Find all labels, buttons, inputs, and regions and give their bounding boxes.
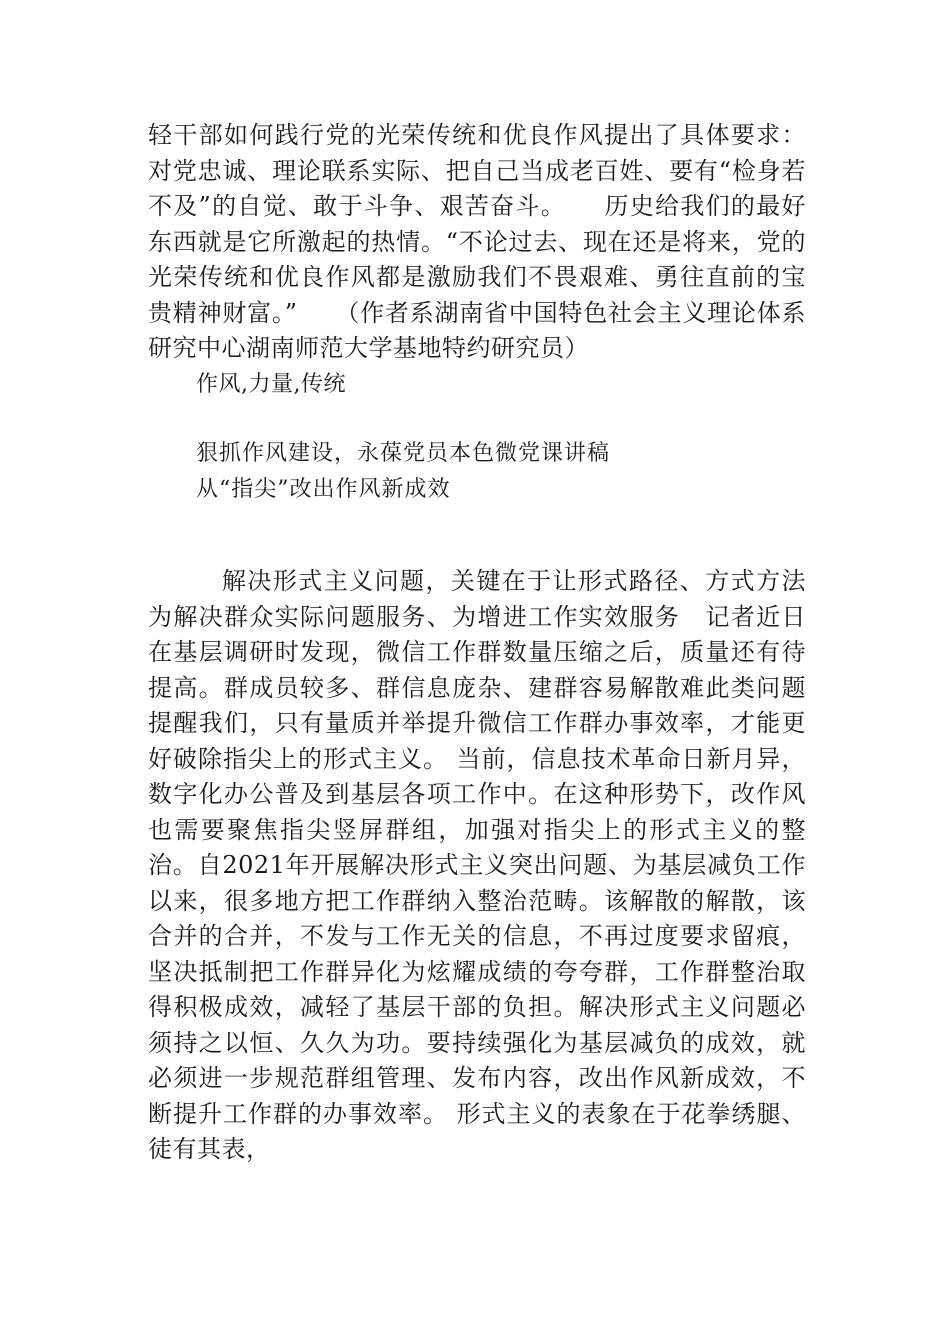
article-titles bbox=[148, 436, 806, 508]
article-subtitle: 从“指尖”改出作风新成效 bbox=[196, 477, 451, 502]
keywords-line: 作风,力量,传统 bbox=[196, 371, 346, 397]
article-paragraph: 解决形式主义问题，关键在于让形式路径、方式方法为解决群众实际问题服务、为增进工作实效服务 记者近日在基层调研时发现，微信工作群数量压缩之后，质量还有待提高。群成员较多、群信息庞杂、建群容易解散难此类问题提醒我们，只有量质并举提升微信工作群办事效率，才能更好破除指尖上的形式主义。 当前，信息技术革命日新月异，数字化办公普及到基层各项工作中。在这种形势下，改作风也需要聚焦指尖竖屏群组，加强对指尖上的形式主义的整治。自2021年开展解决形式主义突出问题、为基层减负工作以来，很多地方把工作群纳入整治范畴。该解散的解散，该合并的合并，不发与工作无关的信息，不再过度要求留痕，坚决抵制把工作群异化为炫耀成绩的夸夸群，工作群整治取得积极成效，减轻了基层干部的负担。解决形式主义问题必须持之以恒、久久为功。要持续强化为基层减负的成效，就必须进一步规范群组管理、发布内容，改出作风新成效，不断提升工作群的办事效率。 形式主义的表象在于花拳绣腿、徒有其表， bbox=[148, 567, 806, 1163]
paragraph-continued: 轻干部如何践行党的光荣传统和优良作风提出了具体要求：对党忠诚、理论联系实际、把自己当成老百姓、要有“检身若不及”的自觉、敢于斗争、艰苦奋斗。 历史给我们的最好东西就是它所激起的热情。“不论过去、现在还是将来，党的光荣传统和优良作风都是激励我们不畏艰难、勇往直前的宝贵精神财富。” （作者系湖南省中国特色社会主义理论体系研究中心湖南师范大学基地特约研究员） bbox=[148, 121, 806, 362]
article-body bbox=[148, 564, 806, 1168]
article-title: 狠抓作风建设，永葆党员本色微党课讲稿 bbox=[196, 441, 611, 466]
document-page bbox=[148, 118, 806, 1168]
